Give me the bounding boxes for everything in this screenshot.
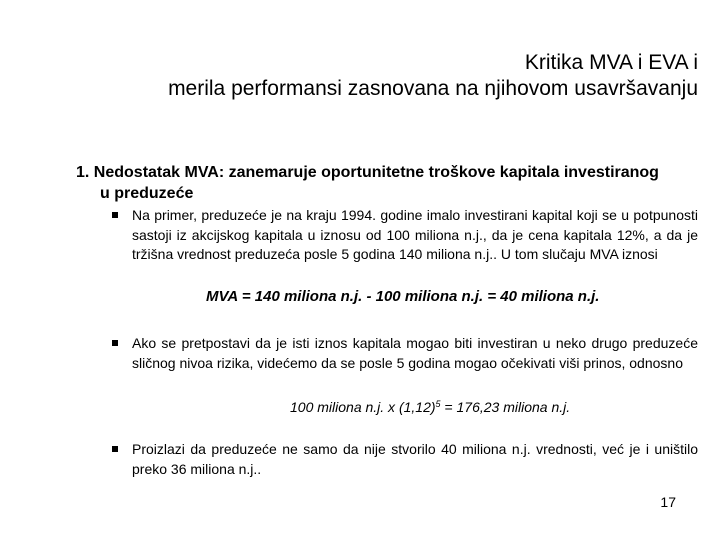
slide-title-line-1: Kritika MVA i EVA i (524, 51, 698, 75)
page-number: 17 (660, 494, 676, 510)
square-bullet-icon (112, 446, 118, 452)
compound-formula-base: 100 miliona n.j. x (1,12) (290, 399, 436, 415)
slide-title (58, 50, 698, 102)
section-heading (76, 162, 696, 204)
slide-title-line-2: merila performansi zasnovana na njihovom usavršavanju (168, 77, 698, 101)
bullet-text-1: Na primer, preduzeće je na kraju 1994. godine imalo investirani kapital koji se u potpunosti sastoji iz akcijskog kapitala u iznosu od 100 miliona n.j., da je cena kapitala 12%, a da je tržišna vrednost preduzeća posle 5 godina 140 miliona n.j.. U tom slučaju MVA iznosi (132, 207, 698, 262)
section-heading-line-1: 1. Nedostatak MVA: zanemaruje oportunitetne troškove kapitala investiranog (76, 164, 659, 181)
bullet-text-2: Ako se pretpostavi da je isti iznos kapitala mogao biti investiran u neko drugo preduzeće sličnog nivoa rizika, videćemo da se posle 5 godina mogao očekivati viši prinos, odnosno (132, 335, 698, 371)
square-bullet-icon (112, 212, 118, 218)
compound-formula-result: = 176,23 miliona n.j. (440, 399, 571, 415)
mva-formula: MVA = 140 miliona n.j. - 100 miliona n.j. = 40 miliona n.j. (206, 288, 600, 305)
compound-formula (290, 394, 670, 417)
bullet-text-3: Proizlazi da preduzeće ne samo da nije stvorilo 40 miliona n.j. vrednosti, već je i uništilo preko 36 miliona n.j.. (132, 441, 698, 477)
square-bullet-icon (112, 340, 118, 346)
compound-formula-exponent: 5 (435, 399, 441, 409)
section-heading-line-2: u preduzeće (100, 185, 194, 202)
